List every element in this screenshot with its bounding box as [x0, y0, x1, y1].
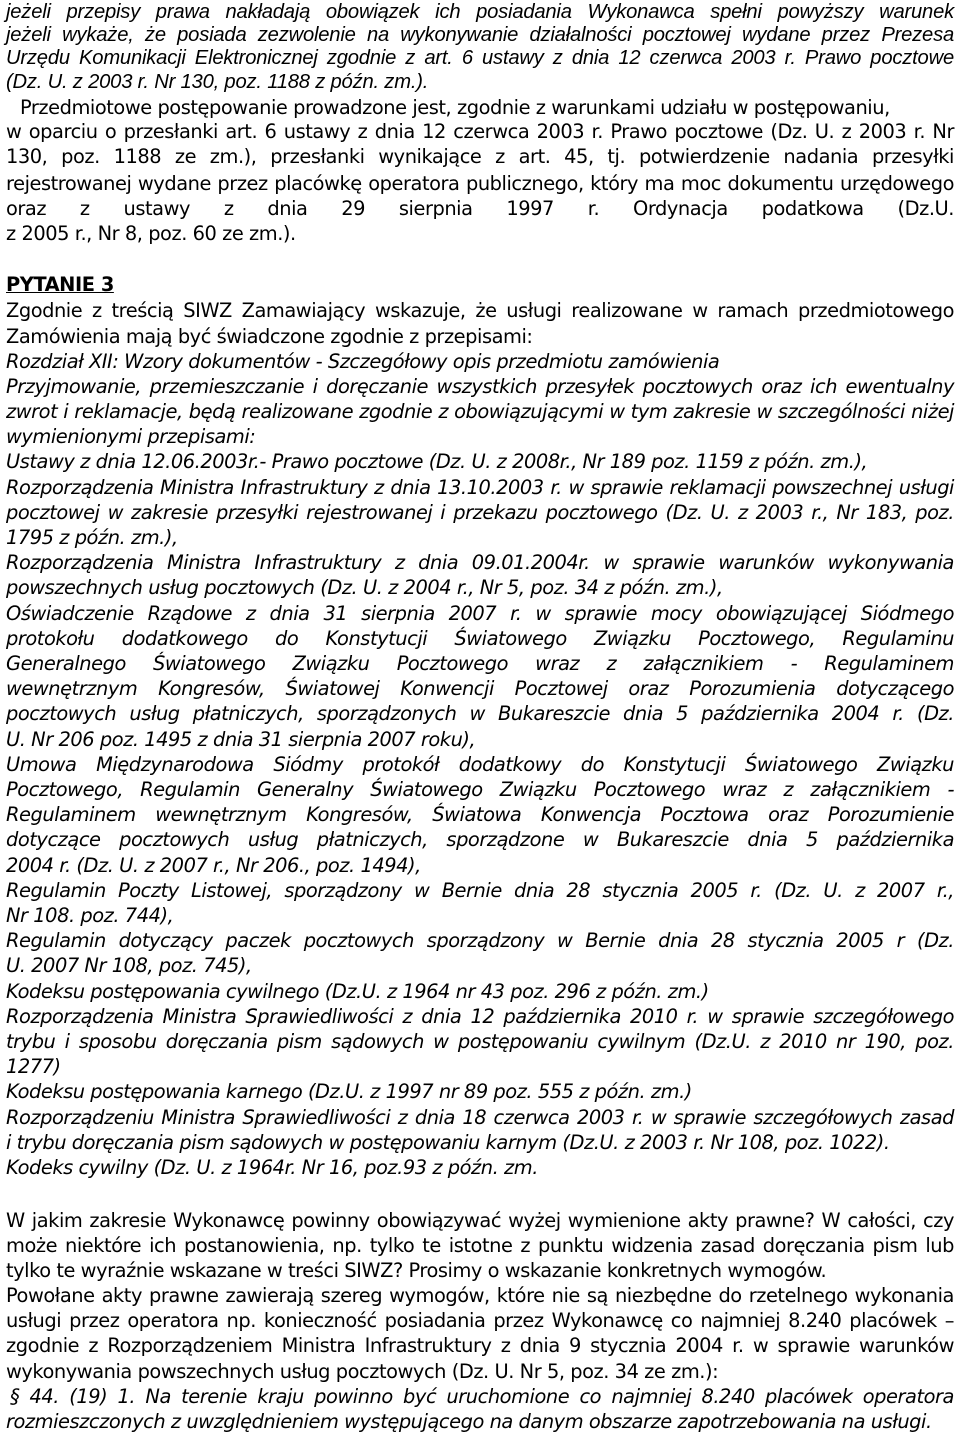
- section-heading: PYTANIE 3: [6, 273, 114, 296]
- doc-line: (Dz. U. z 2003 r. Nr 130, poz. 1188 z późn. zm.).: [6, 71, 429, 93]
- doc-line: Powołane akty prawne zawierają szereg wymogów, które nie są niezbędne do rzetelnego wykonania: [6, 1284, 954, 1307]
- doc-line: Ustawy z dnia 12.06.2003r.- Prawo pocztowe (Dz. U. z 2008r., Nr 189 poz. 1159 z późn. zm.),: [6, 450, 868, 473]
- doc-line: i trybu doręczania pism sądowych w postępowaniu karnym (Dz.U. z 2003 r. Nr 108, poz. 1022).: [6, 1131, 890, 1154]
- doc-line: jeżeli przepisy prawa nakładają obowiązek ich posiadania Wykonawca spełni powyższy warunek: [6, 1, 954, 23]
- doc-line: usługi przez operatora np. konieczność posiadania przez Wykonawcę co najmniej 8.240 placówek –: [6, 1309, 954, 1332]
- doc-line: protokołu dodatkowego do Konstytucji Światowego Związku Pocztowego, Regulaminu: [6, 627, 954, 650]
- doc-line: powszechnych usług pocztowych (Dz. U. z 2004 r., Nr 5, poz. 34 z późn. zm.),: [6, 576, 723, 599]
- doc-line: 130, poz. 1188 ze zm.), przesłanki wynikające z art. 45, tj. potwierdzenie nadania przesyłki: [6, 145, 954, 168]
- doc-line: Kodeksu postępowania karnego (Dz.U. z 1997 nr 89 poz. 555 z późn. zm.): [6, 1080, 692, 1103]
- doc-line: jeżeli wykaże, że posiada zezwolenie na wykonywanie działalności pocztowej wydane przez Prezesa: [6, 24, 954, 46]
- doc-line: 2004 r. (Dz. U. z 2007 r., Nr 206., poz. 1494),: [6, 854, 421, 877]
- doc-line: 1277): [6, 1055, 61, 1078]
- doc-line: Rozporządzenia Ministra Infrastruktury z dnia 09.01.2004r. w sprawie warunków wykonywania: [6, 551, 954, 574]
- doc-line: zgodnie z Rozporządzeniem Ministra Infrastruktury z dnia 9 stycznia 2004 r. w sprawie warunków: [6, 1334, 954, 1357]
- doc-line: pocztowej w zakresie przesyłki rejestrowanej i przekazu pocztowego (Dz. U. z 2003 r., Nr 183, poz.: [6, 501, 954, 524]
- doc-line: Regulamin Poczty Listowej, sporządzony w Bernie dnia 28 stycznia 2005 r. (Dz. U. z 2007 r.,: [6, 879, 954, 902]
- doc-line: może niektóre ich postanowienia, np. tylko te istotne z punktu widzenia zasad doręczania pism lub: [6, 1234, 954, 1257]
- doc-line: Nr 108. poz. 744),: [6, 904, 174, 927]
- doc-line: zwrot i reklamacje, będą realizowane zgodnie z obowiązującymi w tym zakresie w szczególności niżej: [6, 400, 954, 423]
- doc-line: rozmieszczonych z uwzględnieniem występującego na danym obszarze zapotrzebowania na usługi.: [6, 1410, 932, 1433]
- doc-line: trybu i sposobu doręczania pism sądowych w postępowaniu cywilnym (Dz.U. z 2010 nr 190, poz.: [6, 1030, 954, 1053]
- doc-line: wykonywania powszechnych usług pocztowych (Dz. U. Nr 5, poz. 34 ze zm.):: [6, 1360, 719, 1383]
- doc-line: U. 2007 Nr 108, poz. 745),: [6, 954, 252, 977]
- doc-line: Urzędu Komunikacji Elektronicznej zgodnie z art. 6 ustawy z dnia 12 czerwca 2003 r. Prawo pocztowe: [6, 47, 954, 69]
- doc-line: Oświadczenie Rządowe z dnia 31 sierpnia 2007 r. w sprawie mocy obowiązującej Siódmego: [6, 602, 954, 625]
- doc-line: pocztowych usług płatniczych, sporządzonych w Bukareszcie dnia 5 października 2004 r. (Dz.: [6, 702, 954, 725]
- doc-line: Przedmiotowe postępowanie prowadzone jest, zgodnie z warunkami udziału w postępowaniu,: [20, 96, 890, 119]
- doc-line: Zgodnie z treścią SIWZ Zamawiający wskazuje, że usługi realizowane w ramach przedmiotowego: [6, 299, 954, 322]
- doc-line: wewnętrznym Kongresów, Światowej Konwencji Pocztowej oraz Porozumienia dotyczącego: [6, 677, 954, 700]
- doc-line: W jakim zakresie Wykonawcę powinny obowiązywać wyżej wymienione akty prawne? W całości, czy: [6, 1209, 954, 1232]
- doc-line: z 2005 r., Nr 8, poz. 60 ze zm.).: [6, 222, 296, 245]
- doc-line: Kodeks cywilny (Dz. U. z 1964r. Nr 16, poz.93 z późn. zm.: [6, 1156, 538, 1179]
- doc-line: Rozporządzenia Ministra Sprawiedliwości z dnia 12 października 2010 r. w sprawie szczegółowego: [6, 1005, 954, 1028]
- doc-line: Rozporządzeniu Ministra Sprawiedliwości z dnia 18 czerwca 2003 r. w sprawie szczegółowych zasad: [6, 1106, 954, 1129]
- doc-line: Regulaminem wewnętrznym Kongresów, Światowa Konwencja Pocztowa oraz Porozumienie: [6, 803, 954, 826]
- doc-line: Zamówienia mają być świadczone zgodnie z przepisami:: [6, 325, 533, 348]
- doc-line: oraz z ustawy z dnia 29 sierpnia 1997 r. Ordynacja podatkowa (Dz.U.: [6, 197, 954, 220]
- doc-line: Pocztowego, Regulamin Generalny Światowego Związku Pocztowego wraz z załącznikiem -: [6, 778, 954, 801]
- doc-line: Regulamin dotyczący paczek pocztowych sporządzony w Bernie dnia 28 stycznia 2005 r (Dz.: [6, 929, 954, 952]
- doc-line: 1795 z późn. zm.),: [6, 526, 178, 549]
- doc-line: U. Nr 206 poz. 1495 z dnia 31 sierpnia 2007 roku),: [6, 728, 476, 751]
- doc-line: Umowa Międzynarodowa Siódmy protokół dodatkowy do Konstytucji Światowego Związku: [6, 753, 954, 776]
- doc-line: tylko te wyraźnie wskazane w treści SIWZ? Prosimy o wskazanie konkretnych wymogów.: [6, 1259, 827, 1282]
- doc-line: rejestrowanej wydane przez placówkę operatora publicznego, który ma moc dokumentu urzędowego: [6, 172, 954, 195]
- doc-line: w oparciu o przesłanki art. 6 ustawy z dnia 12 czerwca 2003 r. Prawo pocztowe (Dz. U. z 2003 r. Nr: [6, 120, 954, 143]
- doc-line: wymienionymi przepisami:: [6, 425, 256, 448]
- doc-line: Przyjmowanie, przemieszczanie i doręczanie wszystkich przesyłek pocztowych oraz ich ewentualny: [6, 375, 954, 398]
- doc-line: Rozporządzenia Ministra Infrastruktury z dnia 13.10.2003 r. w sprawie reklamacji powszechnej usługi: [6, 476, 954, 499]
- doc-line: Rozdział XII: Wzory dokumentów - Szczegółowy opis przedmiotu zamówienia: [6, 350, 720, 373]
- doc-line: Generalnego Światowego Związku Pocztowego wraz z załącznikiem - Regulaminem: [6, 652, 954, 675]
- doc-line: § 44. (19) 1. Na terenie kraju powinno być uruchomione co najmniej 8.240 placówek operatora: [10, 1385, 954, 1408]
- doc-line: dotyczące pocztowych usług płatniczych, sporządzone w Bukareszcie dnia 5 października: [6, 828, 954, 851]
- doc-line: Kodeksu postępowania cywilnego (Dz.U. z 1964 nr 43 poz. 296 z późn. zm.): [6, 980, 709, 1003]
